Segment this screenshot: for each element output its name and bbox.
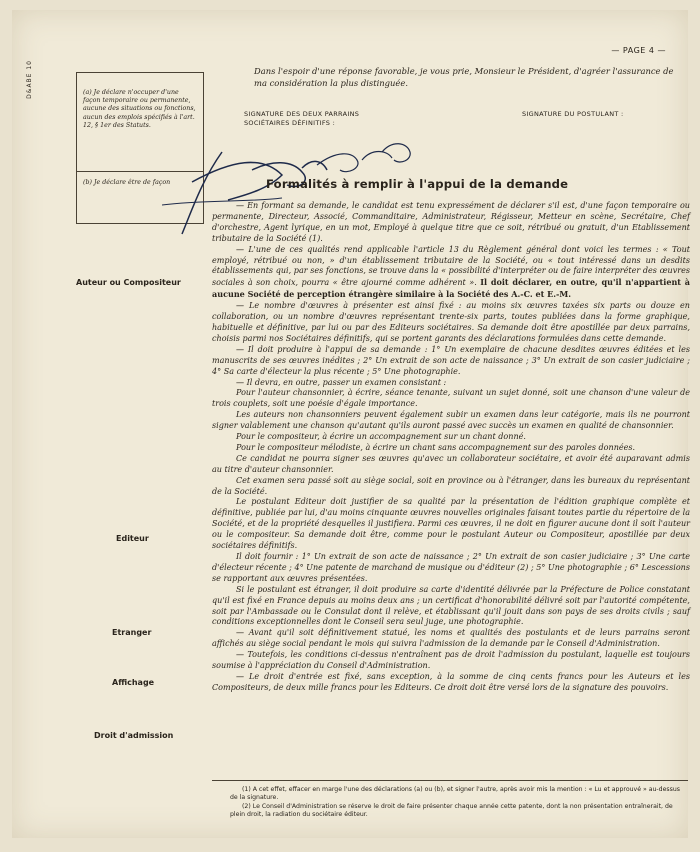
margin-label-affichage: Affichage	[112, 678, 155, 687]
formalities-text	[212, 201, 690, 694]
paragraph: — Il doit produire à l'appui de sa demande : 1° Un exemplaire de chacune desdites œuvres éditées et les manuscrits de ses œuvres inédites ; 2° Un extrait de son acte de naissance ; 3° Un extrait de son casier judiciaire ; 4° Sa carte d'électeur la plus récente ; 5° Une photographie.	[212, 344, 690, 376]
paragraph: Si le postulant est étranger, il doit produire sa carte d'identité délivrée par la Préfecture de Police constatant qu'il est fixé en France depuis au moins deux ans ; un certificat d'honorabilité délivré soit par l'autorité compétente, soit par l'Ambassade ou le Consulat dont il relève, et établissant qu'il jouit dans son pays de ses droits civils ; sauf conditions exceptionnelles dont le Conseil sera seul juge, une photographie.	[212, 584, 690, 627]
paragraph: — Avant qu'il soit définitivement statué, les noms et qualités des postulants et de leurs parrains seront affichés au siège social pendant le mois qui suivra l'admission de la demande par le Conseil d'Administration.	[212, 628, 690, 649]
document-page	[12, 10, 688, 838]
closing-sentence: Dans l'espoir d'une réponse favorable, je vous prie, Monsieur le Président, d'agréer l'assurance de ma considération la plus distinguée.	[254, 66, 674, 88]
bold-clause: Il doit déclarer, en outre, qu'il n'appartient à aucune Société de perception étrangère similaire à la Société des A.-C. et E.-M.	[212, 277, 690, 300]
footnote-divider	[212, 780, 688, 781]
side-code: D&ABE 10	[26, 60, 33, 99]
paragraph: — Le droit d'entrée est fixé, sans exception, à la somme de cinq cents francs pour les Auteurs et les Compositeurs, de deux mille francs pour les Editeurs. Ce droit doit être versé lors de la signature des pouvoirs.	[212, 671, 690, 692]
page-number: — PAGE 4 —	[611, 46, 666, 55]
declaration-a: (a) Je déclare n'occuper d'une façon temporaire ou permanente, aucune des situations ou fonctions, aucun des emplois spécifiés à l'art. 12, § 1er des Statuts.	[83, 89, 196, 129]
paragraph: Le postulant Editeur doit justifier de sa qualité par la présentation de l'édition graphique complète et définitive, publiée par lui, d'au moins cinquante œuvres nouvelles originales faisant toutes partie du répertoire de la Société, et de la propriété desquelles il justifiera. Parmi ces œuvres, il ne doit en figurer aucune dont il soit l'auteur ou le compositeur. Sa demande doit être, comme pour le postulant Auteur ou Compositeur, apostillée par deux sociétaires définitifs.	[212, 497, 690, 551]
paragraph: Cet examen sera passé soit au siège social, soit en province ou à l'étranger, dans les bureaux du représentant de la Société.	[212, 475, 690, 496]
margin-label-etranger: Etranger	[112, 628, 152, 637]
paragraph: Les auteurs non chansonniers peuvent également subir un examen dans leur catégorie, mais ils ne pourront signer valablement une chanson qu'autant qu'ils auront passé avec succès un examen en qualité de chansonnier.	[212, 410, 690, 431]
footnote: (2) Le Conseil d'Administration se réserve le droit de faire présenter chaque année cette patente, dont la non présentation entraînerait, de plein droit, la radiation du sociétaire éditeur.	[230, 802, 673, 818]
margin-label-auteur: Auteur ou Compositeur	[76, 278, 181, 287]
footnotes	[230, 786, 686, 819]
paragraph: — En formant sa demande, le candidat est tenu expressément de déclarer s'il est, d'une façon temporaire ou permanente, Directeur, Associé, Commanditaire, Administrateur, Régisseur, Metteur en scène, Secrétaire, Chef d'orchestre, Agent lyrique, en un mot, Employé à quelque titre que ce soit, rétribué ou gratuit, d'un Etablissement tributaire de la Société (1).	[212, 201, 690, 243]
declaration-b: (b) Je déclare être de façon	[83, 179, 171, 186]
section-heading: Formalités à remplir à l'appui de la demande	[266, 177, 569, 191]
postulant-signature-label: SIGNATURE DU POSTULANT :	[522, 110, 624, 118]
paragraph: Il doit fournir : 1° Un extrait de son acte de naissance ; 2° Un extrait de son casier judiciaire ; 3° Une carte d'électeur récente ; 4° Une patente de marchand de musique ou d'éditeur (2) ; 5° Une photographie ; 6° Lescessions se rapportant aux œuvres présentées.	[212, 552, 690, 583]
paragraph: — Toutefois, les conditions ci-dessus n'entraînent pas de droit l'admission du postulant, laquelle est toujours soumise à l'appréciation du Conseil d'Administration.	[212, 650, 690, 671]
margin-label-editeur: Editeur	[116, 534, 149, 543]
paragraph: — L'une de ces qualités rend applicable l'article 13 du Règlement général dont voici les termes : « Tout employé, rétribué ou non, » d'un établissement tributaire de la Société, ou « tout intéressé dans un desdits établissements qui, par ses fonctions, se trouve dans la « possibilité d'interpréter ou de faire interpréter des œuvres sociales à son choix, pourra « être ajourné comme adhérent ». Il doit déclarer, en outre, qu'il n'appartient à aucune Société de perception étrangère similaire à la Société des A.-C. et E.-M.	[212, 244, 690, 300]
paragraph: Pour le compositeur mélodiste, à écrire un chant sans accompagnement sur des paroles données.	[236, 442, 636, 452]
paragraph: Pour l'auteur chansonnier, à écrire, séance tenante, suivant un sujet donné, soit une chanson d'une valeur de trois couplets, soit une poésie d'égale importance.	[212, 388, 690, 409]
margin-label-droit: Droit d'admission	[94, 731, 174, 740]
parrains-signature-label: SIGNATURE DES DEUX PARRAINS SOCIÉTAIRES DÉFINITIFS :	[244, 110, 360, 127]
paragraph: — Le nombre d'œuvres à présenter est ainsi fixé : au moins six œuvres taxées six parts ou douze en collaboration, ou un nombre d'œuvres représentant trente-six parts, toutes publiées dans la forme graphique, habituelle et définitive, par lui ou par des Editeurs sociétaires. Sa demande doit être apostillée par deux parrains, choisis parmi nos Sociétaires définitifs, qui se portent garants des déclarations formulées dans cette demande.	[212, 301, 690, 343]
paragraph: Pour le compositeur, à écrire un accompagnement sur un chant donné.	[236, 432, 526, 442]
paragraph: — Il devra, en outre, passer un examen consistant :	[236, 377, 447, 387]
footnote: (1) A cet effet, effacer en marge l'une des déclarations (a) ou (b), et signer l'autre, après avoir mis la mention : « Lu et approuvé » au-dessus de la signature.	[230, 786, 680, 802]
paragraph: Ce candidat ne pourra signer ses œuvres qu'avec un collaborateur sociétaire, et avoir été auparavant admis au titre d'auteur chansonnier.	[212, 453, 690, 474]
